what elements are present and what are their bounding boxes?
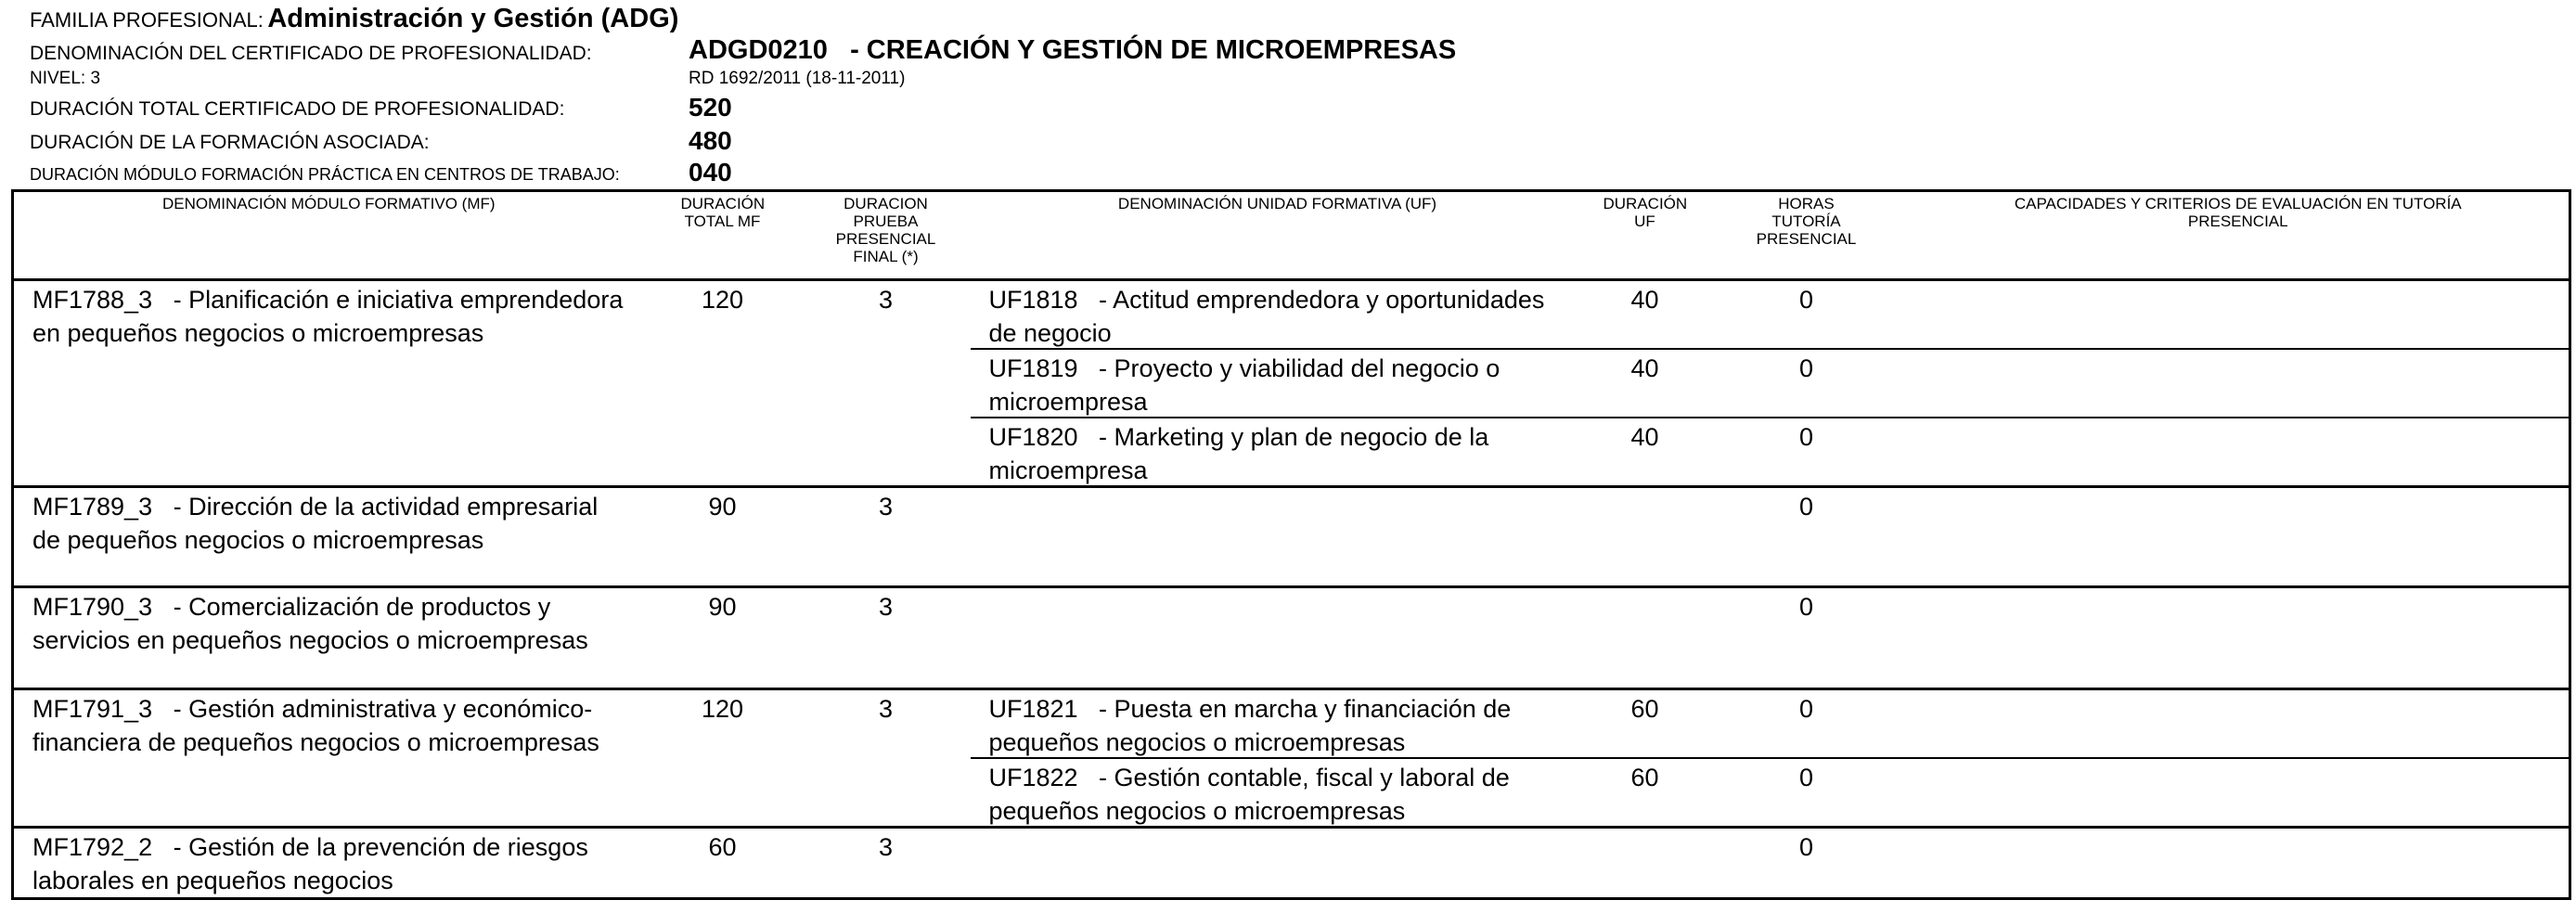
mf-duracion: 90 (708, 493, 737, 521)
col-header-capacidades: CAPACIDADES Y CRITERIOS DE EVALUACIÓN EN TUTORÍA PRESENCIAL (1908, 191, 2570, 280)
mf-prueba: 3 (878, 833, 894, 861)
uf-duracion-empty (1585, 587, 1706, 689)
uf-tutoria: 0 (1798, 354, 1814, 382)
table-row (13, 689, 2570, 828)
uf-capacidades (1908, 418, 2570, 485)
mf-capacidades (1908, 487, 2570, 587)
mf-prueba: 3 (878, 286, 894, 314)
uf-empty (971, 587, 1585, 689)
mf-prueba: 3 (878, 493, 894, 521)
table-row (13, 587, 2570, 689)
mf-name: MF1790_3 - Comercialización de productos y servicios en pequeños negocios o microempresas (32, 593, 588, 654)
uf-empty (971, 828, 1585, 899)
mf-tutoria: 0 (1798, 493, 1814, 521)
mf-capacidades (1908, 828, 2570, 899)
mf-name: MF1792_2 - Gestión de la prevención de riesgos laborales en pequeños negocios (32, 833, 596, 894)
uf-capacidades (1908, 281, 2570, 348)
duracion-asociada-value: 480 (689, 126, 732, 155)
uf-duracion: 40 (1630, 423, 1659, 451)
mf-capacidades (1908, 587, 2570, 689)
table-row (13, 828, 2570, 899)
mf-duracion: 120 (701, 695, 744, 723)
duracion-total-value: 520 (689, 93, 732, 122)
col-header-mf: DENOMINACIÓN MÓDULO FORMATIVO (MF) (13, 191, 644, 280)
uf-duracion: 60 (1630, 695, 1659, 723)
familia-value: Administración y Gestión (ADG) (267, 4, 679, 33)
uf-name: UF1818 - Actitud emprendedora y oportunidades de negocio (988, 286, 1552, 347)
mf-name: MF1789_3 - Dirección de la actividad empresarial de pequeños negocios o microempresas (32, 493, 605, 554)
uf-tutoria: 0 (1798, 764, 1814, 791)
uf-duracion-empty (1585, 487, 1706, 587)
uf-duracion-empty (1585, 828, 1706, 899)
familia-line (30, 4, 678, 34)
uf-duracion: 60 (1630, 764, 1659, 791)
mf-name: MF1788_3 - Planificación e iniciativa emprendedora en pequeños negocios o microempresas (32, 286, 630, 347)
uf-tutoria: 0 (1798, 286, 1814, 314)
mf-prueba: 3 (878, 695, 894, 723)
uf-row (971, 757, 2570, 826)
uf-name: UF1819 - Proyecto y viabilidad del negocio o microempresa (988, 354, 1507, 416)
uf-name: UF1820 - Marketing y plan de negocio de la microempresa (988, 423, 1496, 484)
col-header-prueba: DURACION PRUEBA PRESENCIAL FINAL (*) (802, 191, 971, 280)
mf-prueba: 3 (878, 593, 894, 621)
mf-name: MF1791_3 - Gestión administrativa y económico-financiera de pequeños negocios o microempresas (32, 695, 599, 756)
uf-tutoria: 0 (1798, 423, 1814, 451)
uf-group (971, 689, 2570, 828)
familia-label: FAMILIA PROFESIONAL: (30, 8, 264, 32)
uf-capacidades (1908, 350, 2570, 417)
mf-duracion: 90 (708, 593, 737, 621)
modules-table (11, 189, 2571, 900)
certificate-title: ADGD0210 - CREACIÓN Y GESTIÓN DE MICROEMPRESAS (689, 35, 1457, 65)
uf-tutoria: 0 (1798, 695, 1814, 723)
uf-empty (971, 487, 1585, 587)
denominacion-label: DENOMINACIÓN DEL CERTIFICADO DE PROFESIONALIDAD: (30, 43, 592, 64)
uf-duracion: 40 (1630, 286, 1659, 314)
uf-row (971, 417, 2570, 485)
uf-row (971, 281, 2570, 348)
duracion-practica-value: 040 (689, 158, 732, 186)
mf-tutoria: 0 (1798, 833, 1814, 861)
nivel-label: NIVEL: 3 (30, 69, 101, 88)
mf-tutoria: 0 (1798, 593, 1814, 621)
duracion-total-label: DURACIÓN TOTAL CERTIFICADO DE PROFESIONALIDAD: (30, 98, 565, 120)
uf-capacidades (1908, 690, 2570, 757)
duracion-practica-label: DURACIÓN MÓDULO FORMACIÓN PRÁCTICA EN CENTROS DE TRABAJO: (30, 165, 620, 184)
table-row (13, 280, 2570, 487)
uf-name: UF1822 - Gestión contable, fiscal y laboral de pequeños negocios o microempresas (988, 764, 1517, 825)
uf-capacidades (1908, 759, 2570, 826)
col-header-duracion-mf: DURACIÓN TOTAL MF (644, 191, 802, 280)
mf-duracion: 120 (701, 286, 744, 314)
col-header-tutoria: HORAS TUTORÍA PRESENCIAL (1706, 191, 1908, 280)
mf-duracion: 60 (708, 833, 737, 861)
uf-duracion: 40 (1630, 354, 1659, 382)
uf-row (971, 348, 2570, 417)
rd-value: RD 1692/2011 (18-11-2011) (689, 69, 906, 88)
uf-name: UF1821 - Puesta en marcha y financiación de pequeños negocios o microempresas (988, 695, 1518, 756)
uf-group (971, 280, 2570, 487)
col-header-duracion-uf: DURACIÓN UF (1585, 191, 1706, 280)
table-header-row (13, 191, 2570, 280)
col-header-uf: DENOMINACIÓN UNIDAD FORMATIVA (UF) (971, 191, 1585, 280)
duracion-asociada-label: DURACIÓN DE LA FORMACIÓN ASOCIADA: (30, 132, 430, 153)
table-row (13, 487, 2570, 587)
uf-row (971, 690, 2570, 757)
